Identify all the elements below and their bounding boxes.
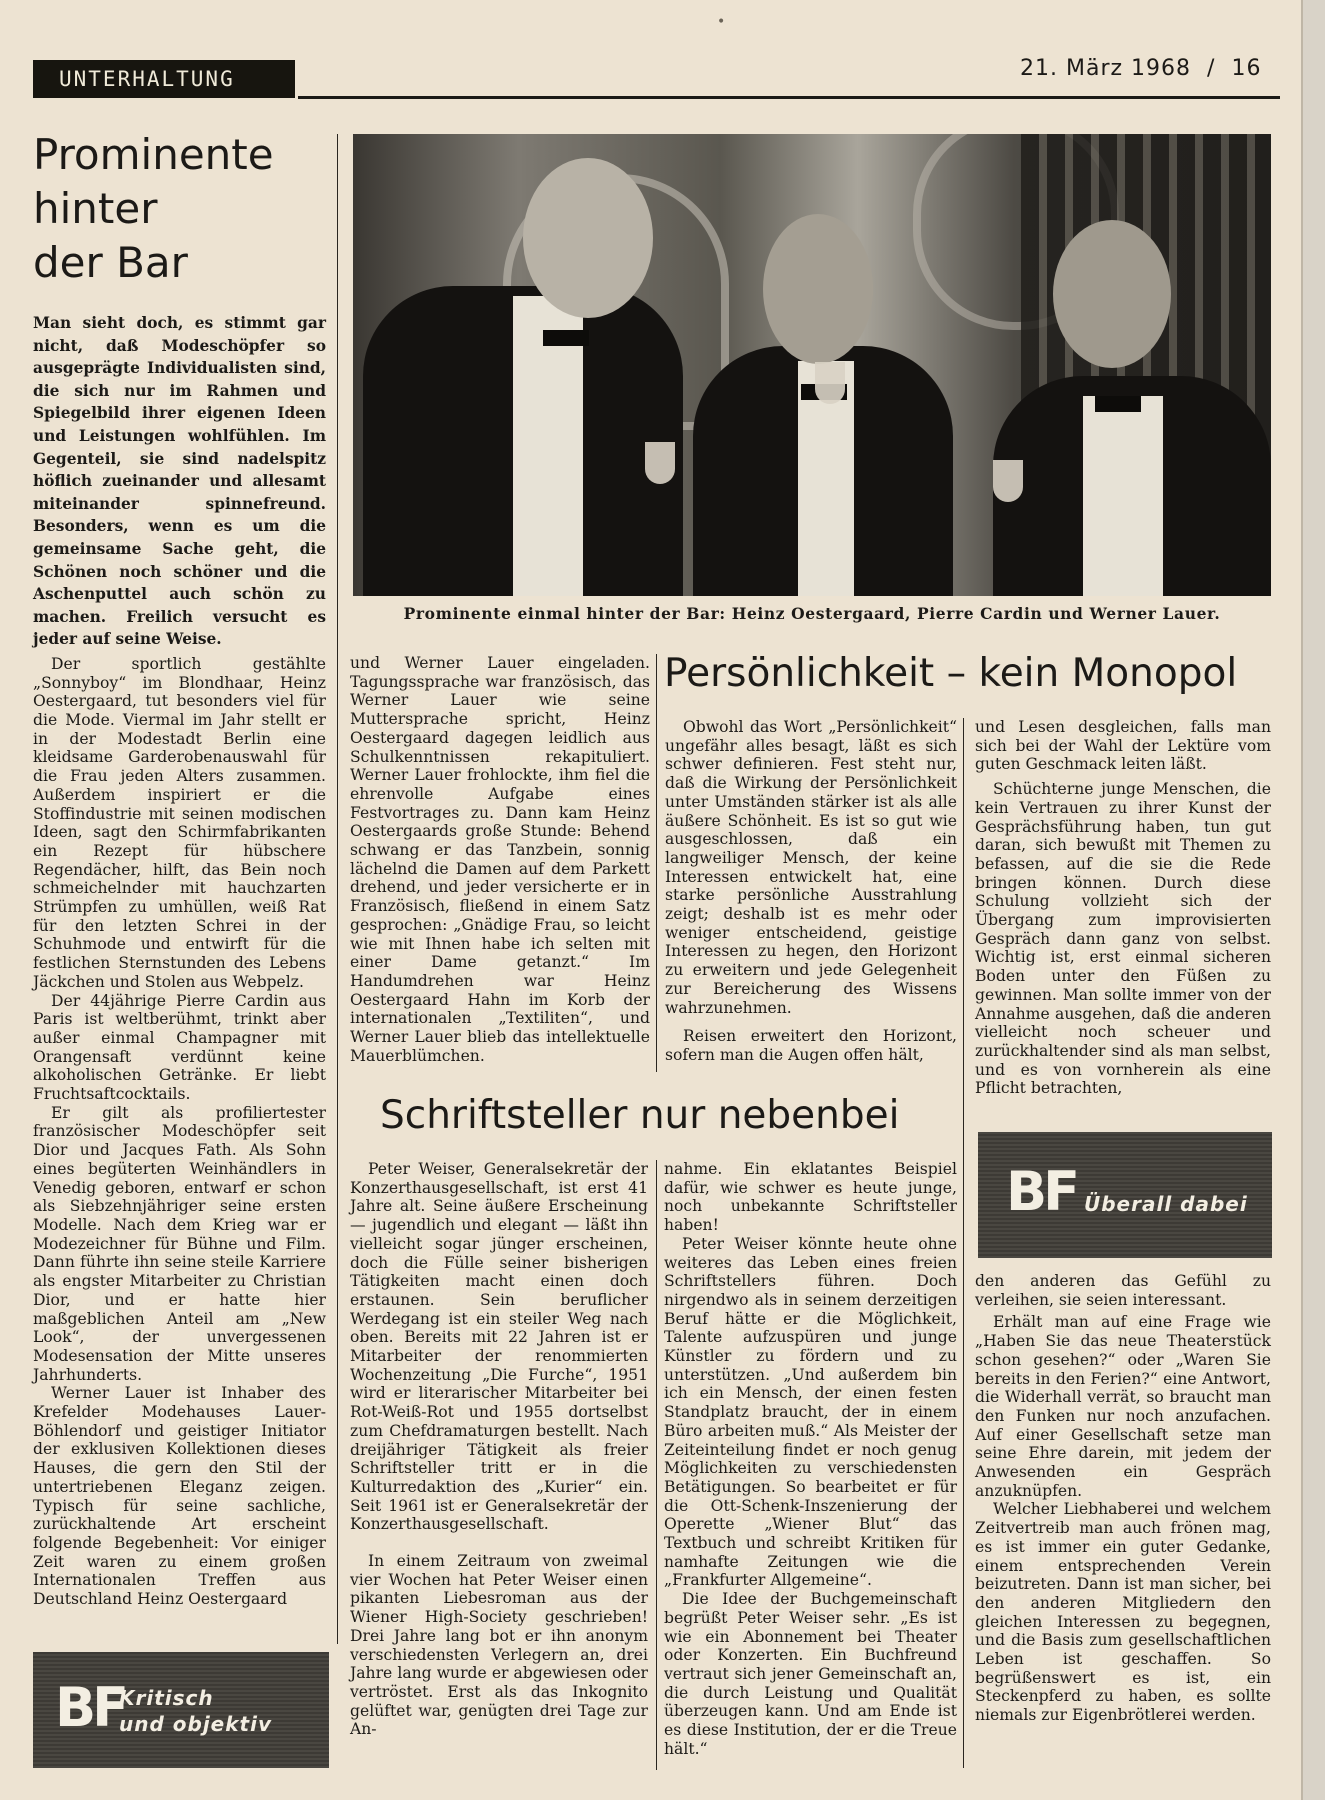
ad-slogan-line-1: Kritisch (119, 1686, 214, 1710)
article1-photo (353, 134, 1271, 596)
header-rule (298, 96, 1280, 99)
column-divider (656, 654, 657, 1072)
article1-continuation: und Werner Lauer eingeladen. Tagungssprache war französisch, das Werner Lauer wie seine Muttersprache spricht, Heinz Oestergaard dagegen leidlich aus Schulkenntnissen rekapituliert. Werner Lauer frohlockte, ihm fiel die ehrenvolle Aufgabe eines Festvortrages zu. Dann kam Heinz Oestergaards große Stunde: Behend schwang er das Tanzbein, sonnig lächelnd die Damen auf dem Parkett drehend, und jeder versicherte er in Französisch, fließend in einem Satz gesprochen: „Gnädige Frau, so leicht wie mit Ihnen habe ich selten mit einer Dame getanzt.“ Im Handumdrehen war Heinz Oestergaard Hahn im Korb der internationalen „Textiliten“, und Werner Lauer blieb das intellektuelle Mauerblümchen. (350, 654, 650, 1065)
article2-column-2 (975, 718, 1271, 1098)
article3-column-1 (350, 1160, 648, 1739)
article2-title: Persönlichkeit – kein Monopol (664, 651, 1238, 696)
article3-paragraph: In einem Zeitraum von zweimal vier Wochen hat Peter Weiser einen pikanten Liebesroman aus der Wiener High-Society geschrieben! Drei Jahre lang bot er ihn anonym verschiedensten Verlegern an, drei Jahre lang wurde er abgewiesen oder vertröstet. Erst als das Inkognito gelüftet war, genügten drei Tage zur An- (350, 1552, 648, 1739)
article1-column-1 (33, 312, 326, 1632)
article1-title-line: der Bar (33, 238, 188, 287)
article3-paragraph: Die Idee der Buchgemeinschaft begrüßt Peter Weiser sehr. „Es ist wie ein Abonnement bei Theater oder Konzerten. Ein Buchfreund vertraut sich jener Gemeinschaft an, die durch Leistung und Qualität überzeugen kann. Und am Ende ist es diese Institution, der er die Treue hält.“ (664, 1590, 957, 1758)
ad-slogan-line-2: und objektiv (119, 1712, 272, 1736)
photo-person-right-head (1053, 220, 1171, 368)
ad-ueberall-dabei (978, 1132, 1272, 1258)
article3-column-2 (664, 1160, 957, 1759)
date-separator: / (1207, 56, 1216, 81)
article1-title-line: Prominente (33, 130, 274, 179)
article3-paragraph: Peter Weiser, Generalsekretär der Konzerthausgesellschaft, ist erst 41 Jahre alt. Seine äußere Erscheinung — jugendlich und elegant — läßt ihn vielleicht sogar jünger erscheinen, doch die Fülle seiner bisherigen Tätigkeiten macht einen doch erstaunen. Sein beruflicher Werdegang ist ein steiler Weg nach oben. Bereits mit 22 Jahren ist er Mitarbeiter der renommierten Wochenzeitung „Die Furche“, 1951 wird er literarischer Mitarbeiter bei Rot-Weiß-Rot und 1955 dortselbst zum Chefdramaturgen bestellt. Nach dreijähriger Tätigkeit als freier Schriftsteller tritt er in die Kulturredaktion des „Kurier“ ein. Seit 1961 ist er Generalsekretär der Konzerthausgesellschaft. (350, 1160, 648, 1534)
article1-paragraph: Werner Lauer ist Inhaber des Krefelder Modehauses Lauer-Böhlendorf und geistiger Initiator der exklusiven Kollektionen dieses Hauses, die gern den Stil der untertriebenen Eleganz zeigen. Typisch für seine sachliche, zurückhaltende Art erscheint folgende Begebenheit: Vor einiger Zeit waren zu einem großen Internationalen Treffen aus Deutschland Heinz Oestergaard (33, 1384, 326, 1609)
page-number: 16 (1231, 56, 1262, 81)
article2-column-3 (975, 1272, 1271, 1725)
article1-column-2 (350, 654, 650, 1065)
photo-person-left-bowtie (543, 330, 589, 346)
section-label: UNTERHALTUNG (33, 60, 295, 98)
article1-title (33, 128, 323, 290)
article1-title-line: hinter (33, 184, 158, 233)
article3-paragraph: nahme. Ein eklatantes Beispiel dafür, wie schwer es heute junge, noch unbekannte Schriftsteller haben! (664, 1160, 957, 1235)
photo-glass-left (645, 442, 675, 484)
article2-paragraph: Schüchterne junge Menschen, die kein Vertrauen zu ihrer Kunst der Gesprächsführung haben, tun gut daran, sich bewußt mit Themen zu befassen, auf die sie die Rede bringen können. Durch diese Schulung vollzieht sich der Übergang zum improvisierten Gespräch dann ganz von selbst. Wichtig ist, erst einmal sicheren Boden unter den Füßen zu gewinnen. Man sollte immer von der Annahme ausgehen, daß die anderen vielleicht noch scheuer und zurückhaltender sind als man selbst, und es von vornherein als eine Pflicht betrachten, (975, 780, 1271, 1098)
column-divider (337, 134, 338, 1644)
photo-person-right-shirt (1083, 396, 1163, 596)
photo-person-right-bowtie (1095, 396, 1141, 412)
page-edge (1301, 0, 1325, 1800)
article2-paragraph: Erhält man auf eine Frage wie „Haben Sie das neue Theaterstück schon gesehen?“ oder „Waren Sie bereits in den Ferien?“ eine Antwort, die Widerhall verrät, so braucht man den Funken nur noch anzufachen. Auf einer Gesellschaft setze man seine Ehre darein, mit jedem der Anwesenden ein Gespräch anzuknüpfen. (975, 1313, 1271, 1500)
photo-person-center-head (763, 214, 873, 364)
issue-date-line (1020, 56, 1290, 81)
photo-person-left-head (523, 158, 653, 318)
ad-bf-logo: BF (55, 1676, 126, 1739)
article2-paragraph: Reisen erweitert den Horizont, sofern man die Augen offen hält, (665, 1027, 957, 1064)
column-divider (656, 1160, 657, 1770)
ad-slogan: Überall dabei (1084, 1192, 1248, 1216)
article1-paragraph: Der sportlich gestählte „Sonnyboy“ im Blondhaar, Heinz Oestergaard, tut besonders viel für die Mode. Viermal im Jahr stellt er in der Modestadt Berlin eine kleidsame Garderobenauswahl für die Frau jeden Alters zusammen. Außerdem inspiriert er die Stoffindustrie mit seinen modischen Ideen, sagt den Schirmfabrikanten ein Rezept für hübschere Regendächer, hilft, das Bein noch schmeichelnder mit hauchzarten Strümpfen zu umhüllen, weiß Rat für den letzten Schrei in der Schuhmode und entwirft für die festlichen Sternstunden des Lebens Jäckchen und Stolen aus Webpelz. (33, 654, 326, 991)
article1-paragraph: Er gilt als profiliertester französischer Modeschöpfer seit Dior und Jacques Fath. Als Sohn eines begüterten Weinhändlers in Venedig geboren, entwarf er schon als Siebzehnjähriger seine ersten Modelle. Nach dem Krieg war er Modezeichner für Bühne und Film. Dann führte ihn seine steile Karriere als engster Mitarbeiter zu Christian Dior, und er hatte hier maßgeblichen Anteil am „New Look“, der unvergessenen Modesensation der Mitte unseres Jahrhunderts. (33, 1103, 326, 1384)
article1-paragraph: Der 44jährige Pierre Cardin aus Paris ist weltberühmt, trinkt aber außer einmal Champagner mit Orangensaft verdünnt keine alkoholischen Getränke. Er liebt Fruchtsaftcocktails. (33, 991, 326, 1104)
photo-caption: Prominente einmal hinter der Bar: Heinz Oestergaard, Pierre Cardin und Werner Lauer. (403, 604, 1221, 623)
article1-lead: Man sieht doch, es stimmt gar nicht, daß Modeschöpfer so ausgeprägte Individualisten sind, die sich nur im Rahmen und Spiegelbild ihrer eigenen Ideen und Leistungen wohlfühlen. Im Gegenteil, sie sind nadelspitz höflich zueinander und allesamt miteinander spinnefreund. Besonders, wenn es um die gemeinsame Sache geht, die Schönen noch schöner und die Aschenputtel auch schön zu machen. Freilich versucht es jeder auf seine Weise. (33, 314, 326, 649)
ad-kritisch-objektiv (33, 1652, 329, 1768)
article2-paragraph: Obwohl das Wort „Persönlichkeit“ ungefähr alles besagt, läßt es sich schwer definieren. Fest steht nur, daß die Wirkung der Persönlichkeit unter Umständen stärker ist als alle äußere Schönheit. Es ist so gut wie ausgeschlossen, daß ein langweiliger Mensch, der keine Interessen entwickelt hat, eine starke persönliche Ausstrahlung zeigt; deshalb ist es mehr oder weniger entscheidend, geistige Interessen zu hegen, den Horizont zu erweitern und jede Gelegenheit zur Bereicherung des Wissens wahrzunehmen. (665, 718, 957, 1017)
photo-glass-center (815, 362, 845, 404)
article2-paragraph: Welcher Liebhaberei und welchem Zeitvertreib man auch frönen mag, es ist immer ein guter Gedanke, einem entsprechenden Verein beizutreten. Dann ist man sicher, bei den anderen Mitgliedern den gleichen Interessen zu begegnen, und die Basis zum gesellschaftlichen Leben ist geschaffen. So begrüßenswert es ist, ein Steckenpferd zu haben, es sollte niemals zur Eigenbrötlerei werden. (975, 1500, 1271, 1725)
print-mark: • (717, 14, 726, 30)
article2-paragraph: den anderen das Gefühl zu verleihen, sie seien interessant. (975, 1272, 1271, 1309)
issue-date: 21. März 1968 (1020, 56, 1192, 81)
article2-paragraph: und Lesen desgleichen, falls man sich bei der Wahl der Lektüre vom guten Geschmack leiten läßt. (975, 718, 1271, 774)
column-divider (963, 718, 964, 1768)
photo-glass-right (993, 460, 1023, 502)
article3-title: Schriftsteller nur nebenbei (380, 1093, 900, 1138)
ad-bf-logo: BF (1006, 1160, 1077, 1223)
article3-paragraph: Peter Weiser könnte heute ohne weiteres das Leben eines freien Schriftstellers führen. Doch nirgendwo als in seinem derzeitigen Beruf hätte er die Möglichkeit, Talente aufzuspüren und junge Künstler zu fördern und zu unterstützen. „Und außerdem bin ich ein Mensch, der einen festen Standplatz braucht, der in einem Büro arbeiten muß.“ Als Meister der Zeiteinteilung findet er noch genug Möglichkeiten zu verschiedensten Betätigungen. So bearbeitet er für die Ott-Schenk-Inszenierung der Operette „Wiener Blut“ das Textbuch und schreibt Kritiken für namhafte Zeitungen wie die „Frankfurter Allgemeine“. (664, 1234, 957, 1590)
article2-column-1 (665, 718, 957, 1065)
